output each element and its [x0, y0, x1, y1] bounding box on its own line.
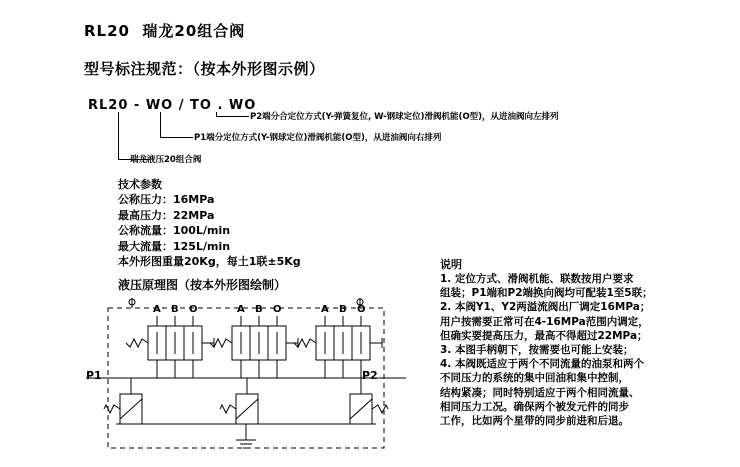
tech-item: 本外形图重量20Kg，每土1联±5Kg	[118, 255, 301, 268]
explanation-line: 相同压力工况。确保两个被发元件的同步	[440, 400, 629, 413]
leader-line-2	[160, 112, 193, 138]
tech-params-list	[118, 192, 301, 270]
explanation-line: 但确实要提高压力，最高不得超过22MPa；	[440, 329, 648, 342]
tech-item: 最大流量：125L/min	[118, 239, 231, 253]
explanation-line: 用户按需要正常可在4-16MPa范围内调定，	[440, 315, 649, 328]
code-note-3: 瑞龙液压20组合阀	[130, 155, 202, 165]
schematic-label-b: B	[255, 304, 263, 315]
schematic-label-o: O	[357, 304, 366, 315]
explanation-line: 工作，比如两个星带的同步前进和后退。	[440, 415, 629, 428]
schematic-label-o: O	[189, 304, 198, 315]
schematic-label-a: A	[237, 304, 245, 315]
port-label-p2: P2	[362, 369, 378, 382]
port-label-p1: P1	[86, 369, 102, 382]
schematic-label-b: B	[339, 304, 347, 315]
section-subtitle: 型号标注规范：（按本外形图示例）	[84, 60, 325, 78]
leader-line-1	[216, 112, 249, 117]
explanation-heading: 说明	[440, 258, 462, 271]
schematic-label-g1	[126, 298, 141, 299]
schematic-label-g2	[354, 298, 369, 299]
explanation-line: 4. 本阀既适应于两个不同流量的油泵和两个	[440, 358, 644, 371]
schematic-label-a: A	[321, 304, 329, 315]
tech-item: 公称流量：100L/min	[118, 224, 231, 237]
explanation-line: 2. 本阀Y1、Y2两溢流阀出厂调定16MPa；	[440, 301, 651, 314]
hydraulic-schematic	[86, 298, 406, 458]
model-code: RL20 - WO / TO . WO	[88, 98, 257, 113]
schematic-label-a: A	[153, 304, 161, 315]
explanation-line: 组装；P1端和P2端换向阀均可配装1至5联；	[440, 287, 653, 300]
explanation-line: 不同压力的系统的集中回油和集中控制，	[440, 372, 629, 385]
code-note-1: P2端分合定位方式(Y-弹簧复位, W-钢球定位)滑阀机能(O型)，从进油阀向左排列	[250, 112, 559, 122]
tech-params-heading: 技术参数	[118, 178, 162, 191]
code-note-2: P1端分定位方式(Y-钢球定位)滑阀机能(O型)，从进油阀向右排列	[194, 133, 442, 143]
tech-item: 公称压力：16MPa	[118, 193, 215, 206]
explanation-body	[440, 272, 670, 428]
schematic-label-b: B	[171, 304, 179, 315]
page-title: RL20 瑞龙20组合阀	[84, 22, 246, 40]
tech-item: 最高压力：22MPa	[118, 208, 215, 222]
explanation-line: 3. 本图手柄朝下，按需要也可能上安装；	[440, 344, 634, 357]
schematic-label-o: O	[273, 304, 282, 315]
explanation-line: 1. 定位方式、滑阀机能、联数按用户要求	[440, 273, 634, 285]
schematic-title: 液压原理图（按本外形图绘制）	[118, 278, 287, 292]
explanation-line: 结构紧凑；同时特别适应于两个相同流量、	[440, 386, 640, 399]
